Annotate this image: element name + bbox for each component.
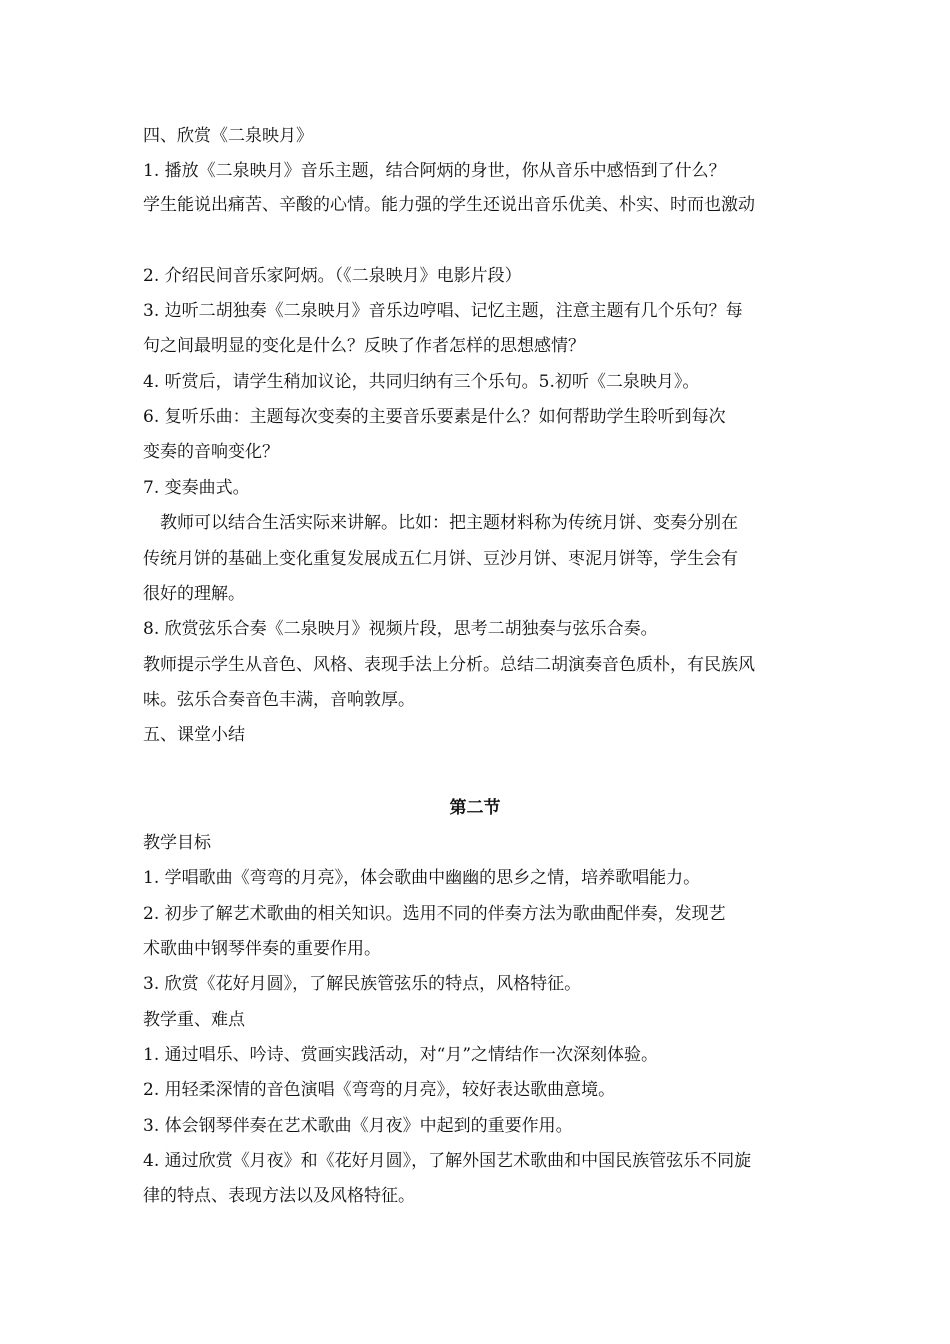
paragraph: 2. 初步了解艺术歌曲的相关知识。选用不同的伴奏方法为歌曲配伴奏，发现艺 (143, 904, 726, 924)
paragraph: 3. 边听二胡独奏《二泉映月》音乐边哼唱、记忆主题，注意主题有几个乐句？每 (143, 301, 743, 321)
paragraph: 很好的理解。 (143, 584, 245, 604)
paragraph: 教师提示学生从音色、风格、表现手法上分析。总结二胡演奏音色质朴，有民族风 (143, 655, 755, 675)
paragraph: 术歌曲中钢琴伴奏的重要作用。 (143, 939, 381, 959)
paragraph: 律的特点、表现方法以及风格特征。 (143, 1186, 415, 1206)
paragraph: 2. 用轻柔深情的音色演唱《弯弯的月亮》，较好表达歌曲意境。 (143, 1080, 616, 1100)
paragraph: 4. 听赏后，请学生稍加议论，共同归纳有三个乐句。5.初听《二泉映月》。 (143, 372, 700, 392)
paragraph: 变奏的音响变化？ (143, 442, 279, 462)
section-heading: 教学目标 (143, 833, 211, 853)
paragraph: 1. 通过唱乐、吟诗、赏画实践活动，对“月”之情结作一次深刻体验。 (143, 1045, 659, 1065)
paragraph: 4. 通过欣赏《月夜》和《花好月圆》，了解外国艺术歌曲和中国民族管弦乐不同旋 (143, 1151, 752, 1171)
paragraph: 1. 学唱歌曲《弯弯的月亮》，体会歌曲中幽幽的思乡之情，培养歌唱能力。 (143, 868, 701, 888)
paragraph: 7. 变奏曲式。 (143, 478, 250, 498)
section-heading: 教学重、难点 (143, 1010, 245, 1030)
paragraph: 6. 复听乐曲：主题每次变奏的主要音乐要素是什么？如何帮助学生聆听到每次 (143, 407, 726, 427)
paragraph: 3. 欣赏《花好月圆》，了解民族管弦乐的特点，风格特征。 (143, 974, 582, 994)
part-title: 第二节 (449, 798, 501, 818)
paragraph: 8. 欣赏弦乐合奏《二泉映月》视频片段，思考二胡独奏与弦乐合奏。 (143, 619, 658, 639)
paragraph: 传统月饼的基础上变化重复发展成五仁月饼、豆沙月饼、枣泥月饼等，学生会有 (143, 549, 738, 569)
section-heading: 四、欣赏《二泉映月》 (143, 126, 313, 146)
paragraph: 3. 体会钢琴伴奏在艺术歌曲《月夜》中起到的重要作用。 (143, 1116, 573, 1136)
paragraph: 句之间最明显的变化是什么？反映了作者怎样的思想感情？ (143, 336, 585, 356)
paragraph: 2. 介绍民间音乐家阿炳。（《二泉映月》电影片段） (143, 266, 522, 286)
paragraph: 学生能说出痛苦、辛酸的心情。能力强的学生还说出音乐优美、朴实、时而也激动 (143, 195, 755, 215)
paragraph: 1. 播放《二泉映月》音乐主题，结合阿炳的身世，你从音乐中感悟到了什么？ (143, 161, 726, 181)
paragraph: 教师可以结合生活实际来讲解。比如：把主题材料称为传统月饼、变奏分别在 (160, 513, 738, 533)
section-heading: 五、课堂小结 (143, 725, 245, 745)
paragraph: 味。弦乐合奏音色丰满，音响敦厚。 (143, 690, 415, 710)
